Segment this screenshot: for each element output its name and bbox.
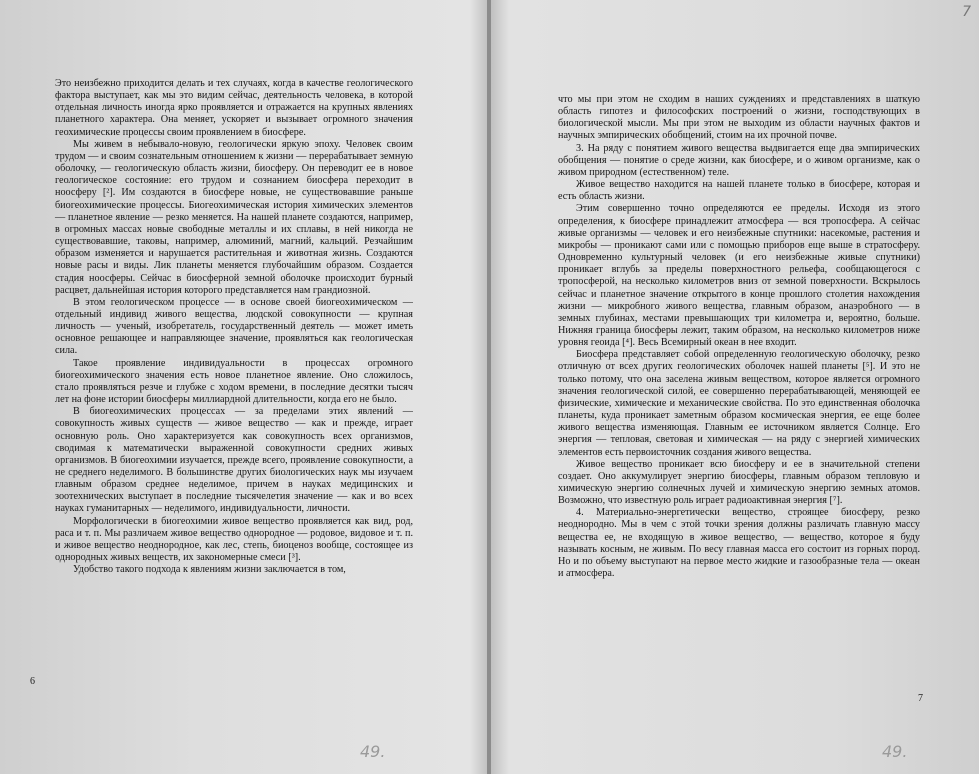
right-page-text	[558, 94, 920, 580]
paragraph: 3. На ряду с понятием живого вещества выдвигается еще два эмпирических обобщения — понятие о среде жизни, как биосфере, и о живом организме, как о живом природном (естественном) теле.	[558, 142, 920, 178]
corner-mark: 7	[962, 4, 971, 20]
paragraph: Живое вещество находится на нашей планете только в биосфере, которая и есть область жизни.	[558, 179, 920, 203]
paragraph: 4. Материально-энергетически вещество, строящее биосферу, резко неоднородно. Мы в чем с этой точки зрения должны различать главную массу вещества ее, не входящую в живое вещество, — вещество, которое я буду называть косным, не живым. По весу главная масса его состоит из горных пород. Но и по объему выступают на первое место жидкие и газообразные тела — океан и атмосфера.	[558, 507, 920, 580]
pencil-mark: 49.	[882, 742, 908, 761]
left-page	[0, 0, 489, 774]
paragraph: Морфологически в биогеохимии живое вещество проявляется как вид, род, раса и т. п. Мы различаем живое вещество однородное — родовое, видовое и т. п. и живое вещество неоднородное, как лес, степь, биоценоз вообще, состоящее из однородных живых веществ, их закономерные смеси [³].	[55, 515, 413, 564]
paragraph: Этим совершенно точно определяются ее пределы. Исходя из этого определения, к биосфере принадлежит атмосфера — вся тропосфера. А сейчас живые организмы — человек и его неизбежные спутники: насекомые, растения и микробы — проникают сами или с помощью приборов еще выше в стратосферу. Одновременно культурный человек (и его неизбежные живые спутники) проникает вглубь за пределы поверхностного рельефа, сообщающегося с тропосферой, на несколько километров вниз от земной поверхности. Вскрылось сейчас и планетное значение открытого в конце прошлого столетия нахождения жизни — микробного живого вещества, главным образом, анаэробного — в земных глубинах, местами превышающих три километра и, вероятно, больше. Нижняя граница биосферы лежит, таким образом, на несколько километров ниже уровня геоида [⁴]. Весь Всемирный океан в нее входит.	[558, 203, 920, 349]
paragraph: Живое вещество проникает всю биосферу и ее в значительной степени создает. Оно аккумулирует энергию биосферы, главным образом тепловую и химическую энергию солнечных лучей и химическую энергию земных атомов. Возможно, что известную роль играет радиоактивная энергия [⁷].	[558, 458, 920, 507]
paragraph: В биогеохимических процессах — за пределами этих явлений — совокупность живых существ — живое вещество — как и прежде, играет основную роль. Оно характеризуется как совокупность всех организмов, сводимая к математически выраженной совокупности средних живых организмов. В биогеохимии изучается, прежде всего, проявление совокупности, а не среднего неделимого. В большинстве других биологических наук мы изучаем главным образом среднее неделимое, причем в науках медицинских и зоотехнических выступает в последние тысячелетия значение — как и во всех науках гуманитарных — неделимого, индивидуальности, личности.	[55, 406, 413, 515]
paragraph: Мы живем в небывало-новую, геологически яркую эпоху. Человек своим трудом — и своим сознательным отношением к жизни — перерабатывает земную оболочку, — геологическую область жизни, биосферу. Он переводит ее в новое геологическое состояние: его трудом и сознанием биосфера переходит в ноосферу [²]. Им создаются в биосфере новые, не существовавшие раньше биогеохимические процессы. Биогеохимическая история химических элементов — планетное явление — резко меняется. На нашей планете создаются, например, в огромных массах новые свободные металлы и их сплавы, в ней никогда не существовавшие, таковы, например, алюминий, магний, кальций. Резчайшим образом изменяется и нарушается растительная и животная жизнь. Создаются новые расы и виды. Лик планеты меняется глубочайшим образом. Создается стадия ноосферы. Сейчас в биосферной земной оболочке происходит бурный расцвет, дальнейшая история которого представляется нам грандиозной.	[55, 138, 413, 296]
paragraph: Биосфера представляет собой определенную геологическую оболочку, резко отличную от всех других геологических оболочек нашей планеты [⁵]. И это не только потому, что она заселена живым веществом, которое является огромного значения геологической силой, ее совершенно перерабатывающей, меняющей ее физические, химические и механические свойства. По это единственная оболочка планеты, куда проникает заметным образом космическая энергия, ее еще более живого вещества изменяющая. Главным ее источником является Солнце. Его энергия — тепловая, световая и химическая — на ряду с энергией химических элементов есть первоисточник создания живого вещества.	[558, 349, 920, 458]
right-page	[490, 0, 979, 774]
paragraph: Удобство такого подхода к явлениям жизни заключается в том,	[73, 564, 346, 576]
left-page-text	[55, 78, 413, 576]
page-number: 6	[30, 676, 35, 687]
paragraph: Это неизбежно приходится делать и тех случаях, когда в качестве геологического фактора выступает, как мы это видим сейчас, деятельность человека, в которой отдельная личность иногда ярко проявляется и отражается на крупных явлениях планетного характера. Она меняет, ускоряет и вызывает огромного значения геохимические процессы своим проявлением в биосфере.	[55, 78, 413, 138]
paragraph: В этом геологическом процессе — в основе своей биогеохимическом — отдельный индивид живого вещества, людской совокупности — крупная личность — ученый, изобретатель, государственный деятель — может иметь основное решающее и направляющее значение, проявляться как геологическая сила.	[55, 296, 413, 357]
paragraph: Такое проявление индивидуальности в процессах огромного биогеохимического значения есть новое планетное явление. Оно сложилось, стало проявляться резче и глубже с ходом времени, в последние десятки тысяч лет на фоне истории биосферы миллиардной длительности, когда его не было.	[55, 357, 413, 406]
page-number: 7	[918, 693, 923, 704]
paragraph: что мы при этом не сходим в наших суждениях и представлениях в шаткую область гипотез и философских построений о жизни, господствующих в биологической мысли. Мы при этом не выходим из области научных фактов и научных эмпирических обобщений, стоим на их прочной почве.	[558, 94, 920, 142]
pencil-mark: 49.	[360, 742, 386, 761]
